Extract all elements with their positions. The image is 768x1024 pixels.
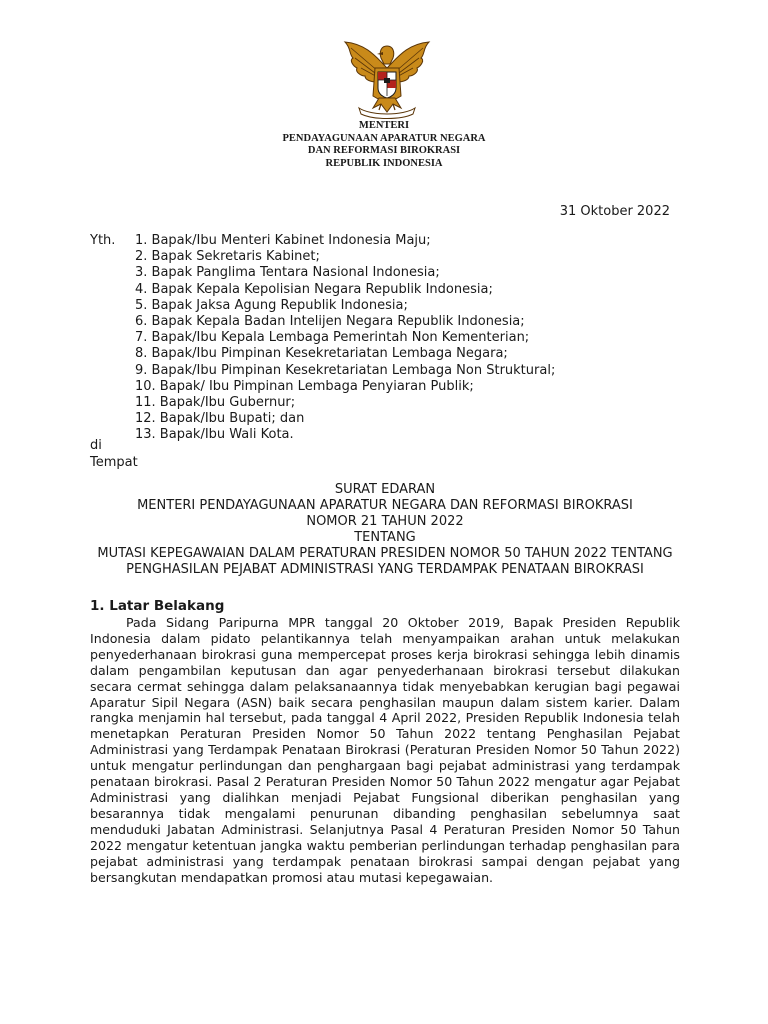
list-item: 7. Bapak/Ibu Kepala Lembaga Pemerintah Non Kementerian;	[135, 330, 530, 346]
recipient-list	[135, 233, 555, 444]
list-item: 5. Bapak Jaksa Agung Republik Indonesia;	[135, 297, 408, 313]
list-item: 6. Bapak Kepala Badan Intelijen Negara Republik Indonesia;	[135, 314, 525, 330]
list-item: 8. Bapak/Ibu Pimpinan Kesekretariatan Lembaga Negara;	[135, 346, 508, 362]
location-block	[90, 438, 138, 471]
title-line: MENTERI PENDAYAGUNAAN APARATUR NEGARA DAN REFORMASI BIROKRASI	[137, 498, 633, 513]
list-item: 12. Bapak/Ibu Bupati; dan	[135, 411, 305, 427]
header-line: MENTERI	[358, 120, 410, 131]
list-item: 2. Bapak Sekretaris Kabinet;	[135, 249, 320, 265]
header-line: PENDAYAGUNAAN APARATUR NEGARA	[282, 132, 486, 144]
list-item: 13. Bapak/Ibu Wali Kota.	[135, 427, 294, 443]
garuda-emblem-icon	[337, 38, 437, 120]
list-item: 4. Bapak Kepala Kepolisian Negara Republik Indonesia;	[135, 281, 493, 297]
title-line: MUTASI KEPEGAWAIAN DALAM PERATURAN PRESIDEN NOMOR 50 TAHUN 2022 TENTANG PENGHASILAN PEJABAT ADMINISTRASI YANG TERDAMPAK PENATAAN BIROKRASI	[97, 546, 673, 577]
body-paragraph: Pada Sidang Paripurna MPR tanggal 20 Oktober 2019, Bapak Presiden Republik Indonesia dalam pidato pelantikannya telah menyampaikan arahan untuk melakukan penyederhanaan birokrasi guna mempercepat proses kerja birokrasi sehingga lebih dinamis dalam pengambilan keputusan dan agar penyederhanaan birokrasi tersebut dilakukan secara cermat sehingga dalam pelaksanaannya tidak menyebabkan kerugian bagi pegawai Aparatur Sipil Negara (ASN) baik secara penghasilan maupun dalam sistem karier. Dalam rangka menjamin hal tersebut, pada tanggal 4 April 2022, Presiden Republik Indonesia telah menetapkan Peraturan Presiden Nomor 50 Tahun 2022 tentang Penghasilan Pejabat Administrasi yang Terdampak Penataan Birokrasi (Peraturan Presiden Nomor 50 Tahun 2022) untuk mengatur perlindungan dan penghargaan bagi pejabat administrasi yang terdampak penataan birokrasi. Pasal 2 Peraturan Presiden Nomor 50 Tahun 2022 mengatur agar Pejabat Administrasi yang dialihkan menjadi Pejabat Fungsional diberikan penghasilan yang besarannya tidak mengalami penurunan dibanding penghasilan sebelumnya saat menduduki Jabatan Administrasi. Selanjutnya Pasal 4 Peraturan Presiden Nomor 50 Tahun 2022 mengatur ketentuan jangka waktu pemberian perlindungan terhadap penghasilan para pejabat administrasi yang terdampak penataan birokrasi sampai dengan pejabat yang bersangkutan mendapatkan promosi atau mutasi kepegawaian.	[90, 615, 680, 885]
salutation-label: Yth.	[90, 233, 116, 248]
header-line: REPUBLIK INDONESIA	[325, 157, 443, 169]
list-item: 11. Bapak/Ibu Gubernur;	[135, 395, 296, 411]
ministry-header	[0, 120, 768, 170]
letter-date: 31 Oktober 2022	[559, 204, 670, 219]
section-heading: 1. Latar Belakang	[90, 598, 225, 614]
list-item: 9. Bapak/Ibu Pimpinan Kesekretariatan Lembaga Non Struktural;	[135, 362, 556, 378]
list-item: 10. Bapak/ Ibu Pimpinan Lembaga Penyiaran Publik;	[135, 378, 474, 394]
title-line: SURAT EDARAN	[334, 482, 436, 497]
title-line: TENTANG	[354, 530, 416, 545]
title-line: NOMOR 21 TAHUN 2022	[306, 514, 464, 529]
list-item: 1. Bapak/Ibu Menteri Kabinet Indonesia Maju;	[135, 233, 431, 248]
tempat-label: Tempat	[90, 454, 138, 470]
list-item: 3. Bapak Panglima Tentara Nasional Indonesia;	[135, 265, 440, 281]
document-title	[95, 482, 675, 578]
di-label: di	[90, 438, 102, 453]
header-line: DAN REFORMASI BIROKRASI	[307, 145, 461, 156]
